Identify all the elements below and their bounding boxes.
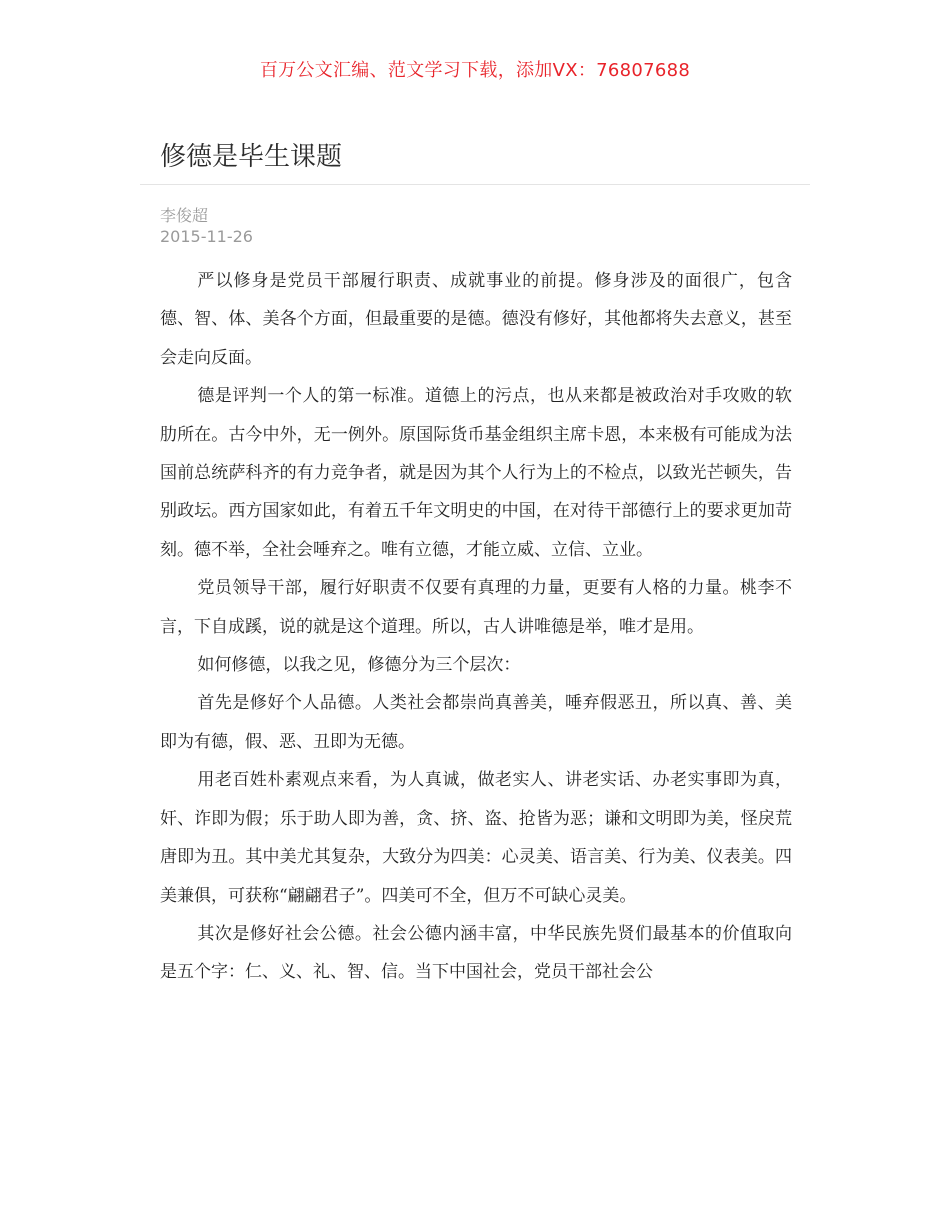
paragraph: 党员领导干部，履行好职责不仅要有真理的力量，更要有人格的力量。桃李不言，下自成蹊，说的就是这个道理。所以，古人讲唯德是举，唯才是用。 — [160, 578, 792, 637]
article-date: 2015-11-26 — [160, 227, 253, 246]
paragraph: 如何修德，以我之见，修德分为三个层次： — [197, 655, 521, 676]
article-body — [160, 262, 792, 992]
title-divider — [140, 184, 810, 185]
article-title: 修德是毕生课题 — [160, 142, 343, 172]
paragraph: 首先是修好个人品德。人类社会都崇尚真善美，唾弃假恶丑，所以真、善、美即为有德，假、恶、丑即为无德。 — [160, 693, 792, 752]
watermark-banner: 百万公文汇编、范文学习下载，添加VX：76807688 — [259, 60, 691, 81]
paragraph: 严以修身是党员干部履行职责、成就事业的前提。修身涉及的面很广，包含德、智、体、美各个方面，但最重要的是德。德没有修好，其他都将失去意义，甚至会走向反面。 — [160, 271, 792, 368]
paragraph: 用老百姓朴素观点来看，为人真诚，做老实人、讲老实话、办老实事即为真，奸、诈即为假；乐于助人即为善，贪、挤、盗、抢皆为恶；谦和文明即为美，怪戾荒唐即为丑。其中美尤其复杂，大致分为四美：心灵美、语言美、行为美、仪表美。四美兼俱，可获称“翩翩君子”。四美可不全，但万不可缺心灵美。 — [160, 770, 792, 906]
paragraph: 其次是修好社会公德。社会公德内涵丰富，中华民族先贤们最基本的价值取向是五个字：仁、义、礼、智、信。当下中国社会，党员干部社会公 — [160, 923, 792, 983]
article-author: 李俊超 — [160, 206, 209, 225]
paragraph: 德是评判一个人的第一标准。道德上的污点，也从来都是被政治对手攻败的软肋所在。古今中外，无一例外。原国际货币基金组织主席卡恩，本来极有可能成为法国前总统萨科齐的有力竞争者，就是因为其个人行为上的不检点，以致光芒顿失，告别政坛。西方国家如此，有着五千年文明史的中国，在对待干部德行上的要求更加苛刻。德不举，全社会唾弃之。唯有立德，才能立威、立信、立业。 — [160, 386, 792, 560]
